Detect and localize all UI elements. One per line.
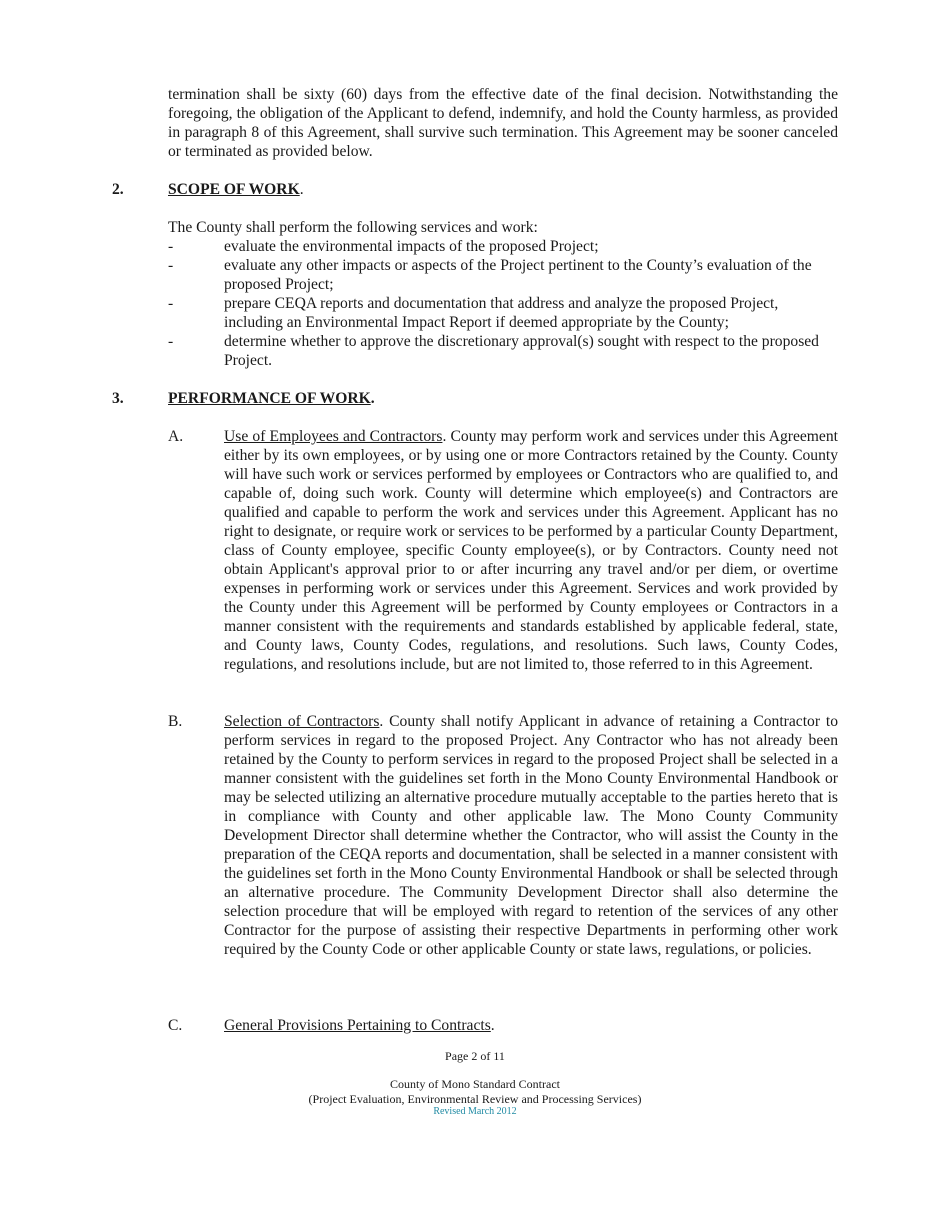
section-2-lead: The County shall perform the following services and work: bbox=[168, 219, 538, 236]
page-number: Page 2 of 11 bbox=[445, 1049, 505, 1063]
footer-line-2: (Project Evaluation, Environmental Review and Processing Services) bbox=[308, 1092, 642, 1106]
section-title: SCOPE OF WORK. bbox=[168, 181, 304, 198]
section-title: PERFORMANCE OF WORK. bbox=[168, 390, 375, 407]
revision-note: Revised March 2012 bbox=[433, 1106, 517, 1117]
intro-paragraph: termination shall be sixty (60) days from the effective date of the final decision. Notwithstanding the foregoing, the obligation of the Applicant to defend, indemnify, and hold the County harmless, as provided in paragraph 8 of this Agreement, shall survive such termination. This Agreement may be sooner canceled or terminated as provided below. bbox=[168, 86, 838, 160]
section-number: 2. bbox=[112, 181, 124, 198]
subsection-heading: General Provisions Pertaining to Contracts bbox=[224, 1017, 491, 1034]
document-page: termination shall be sixty (60) days from the effective date of the final decision. Notwithstanding the foregoing, the obligation of the Applicant to defend, indemnify, and hold the County harmless, as provided in paragraph 8 of this Agreement, shall survive such termination. This Agreement may be sooner canceled or terminated as provided below. 2. SCOPE OF WORK. The County shall perform the following services and work: - evaluate the environmental impacts of the proposed Project; - evaluate any other impacts or aspects of the Project pertinent to the County’s evaluation of the proposed Project; - prepare CEQA reports and documentation that address and analyze the proposed Project, including an Environmental Impact Report if deemed appropriate by the County; - determine whether to approve the discretionary approval(s) sought with respect to the proposed Project. 3. PERFORMANCE OF WORK. A. Use of Employees and Contractors. County may perform work and services under this Agreement either by its own employees, or by using one or more Contractors retained by the County. County will have such work or services performed by employees or Contractors who are qualified to, and capable of, doing such work. County will determine which employee(s) and Contractors are qualified and capable to perform the work and services under this Agreement. Applicant has no right to designate, or require work or services to be performed by a particular County Department, class of County employee, specific County employee(s), or by Contractors. County need not obtain Applicant's approval prior to or after incurring any travel and/or per diem, or overtime expenses in performing work or services under this Agreement. Services and work provided by the County under this Agreement will be performed by County employees or Contractors in a manner consistent with the requirements and standards established by applicable federal, state, and County laws, County Codes, regulations, and resolutions. Such laws, County Codes, regulations, and resolutions include, but are not limited to, those referred to in this Agreement. B. Selection of Contractors. County shall notify Applicant in advance of retaining a Contractor to perform services in regard to the proposed Project. Any Contractor who has not already been retained by the County to perform services in regard to the proposed Project shall be selected in a manner consistent with the guidelines set forth in the Mono County Environmental Handbook or may be selected utilizing an alternative procedure mutually acceptable to the parties hereto that is in compliance with County and other applicable law. The Mono County Community Development Director shall determine whether the Contractor, who will assist the County in the preparation of the CEQA reports and documentation, shall be selected in a manner consistent with the guidelines set forth in the Mono County Environmental Handbook or shall be selected through an alternative procedure. The Community Development Director shall also determine the selection procedure that will be employed with regard to retention of the services of any other Contractor for the purpose of assisting their respective Departments in performing other work required by the County Code or other applicable County or state laws, regulations, or policies. C. General Provisions Pertaining to Contracts. Page 2 of 11 County of Mono Standard Contract (Project Evaluation, Environmental Review and Processing Services) Revised March 2012 bbox=[0, 0, 950, 1230]
subsection-heading: Selection of Contractors bbox=[224, 713, 380, 730]
subsection-heading: Use of Employees and Contractors bbox=[224, 428, 443, 445]
footer-line-1: County of Mono Standard Contract bbox=[390, 1077, 560, 1091]
section-number: 3. bbox=[112, 390, 124, 407]
